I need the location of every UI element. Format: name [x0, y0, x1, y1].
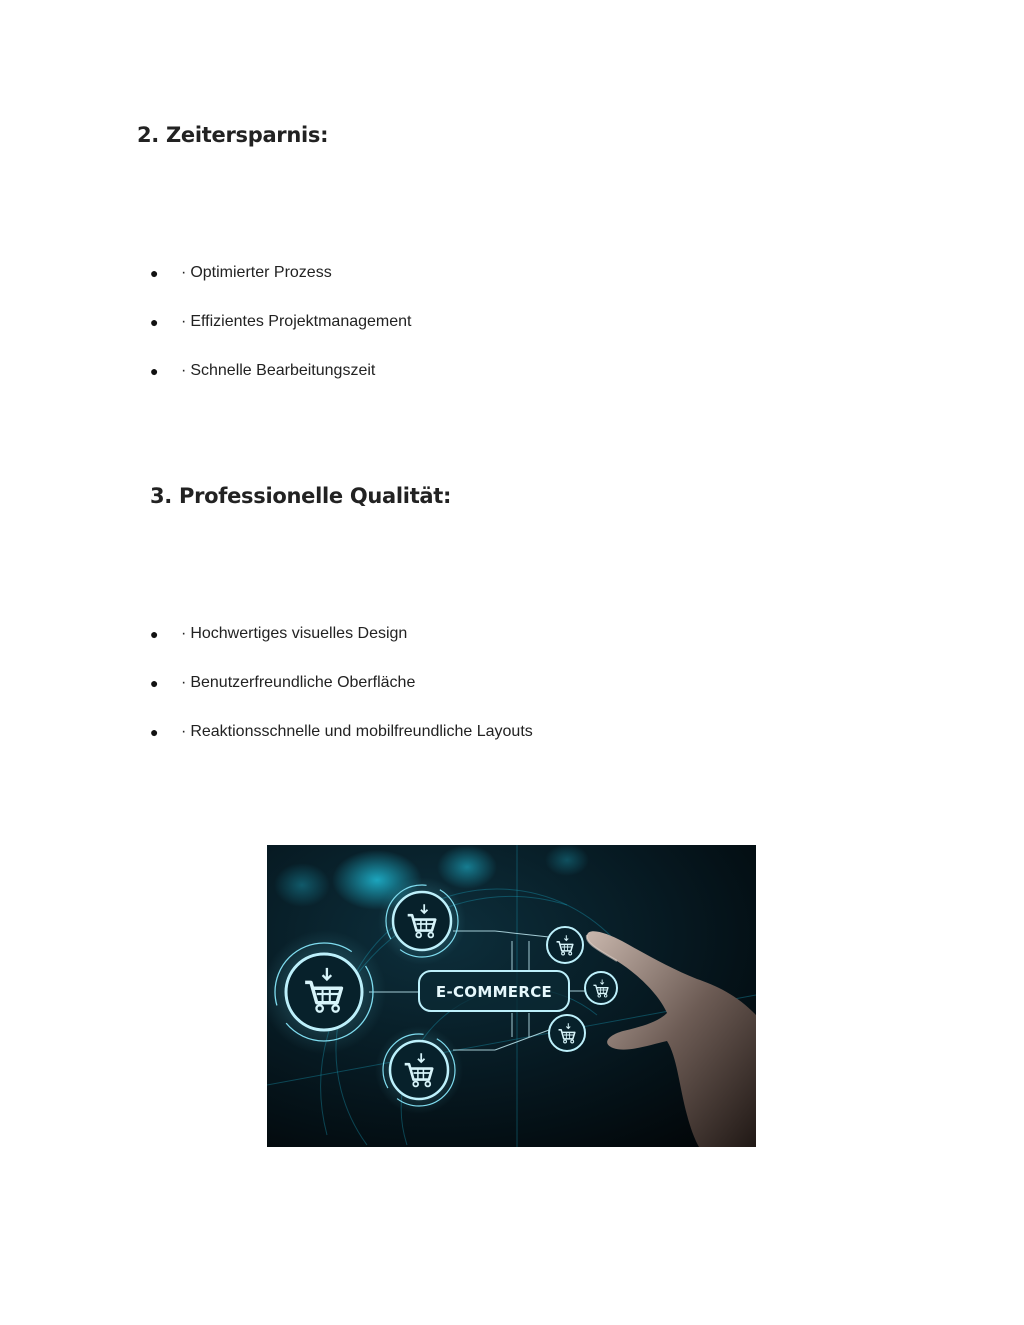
list-item-marker: · [181, 723, 187, 740]
section-heading-zeitersparnis: 2. Zeitersparnis: [137, 123, 329, 147]
list-item-text: Benutzerfreundliche Oberfläche [190, 674, 416, 691]
list-item [150, 672, 533, 694]
bullet-icon: ● [150, 265, 159, 281]
list-item-text: Optimierter Prozess [190, 264, 332, 281]
list-item-marker: · [181, 362, 187, 379]
list-item-text: Hochwertiges visuelles Design [190, 625, 408, 642]
list-item-text: Schnelle Bearbeitungszeit [190, 362, 376, 379]
bullet-list-qualitaet [150, 623, 533, 770]
shopping-cart-icon [267, 930, 386, 1054]
bullet-list-zeitersparnis [150, 262, 411, 409]
shopping-cart-icon [585, 972, 617, 1004]
list-item [150, 262, 411, 284]
list-item-text: Reaktionsschnelle und mobilfreundliche Layouts [190, 723, 533, 740]
list-item-marker: · [181, 625, 187, 642]
section-heading-professionelle-qualitaet: 3. Professionelle Qualität: [150, 484, 452, 508]
list-item-text: Effizientes Projektmanagement [190, 313, 412, 330]
bullet-icon: ● [150, 314, 159, 330]
list-item [150, 311, 411, 333]
list-item [150, 360, 411, 382]
list-item-marker: · [181, 313, 187, 330]
shopping-cart-icon [549, 1015, 585, 1051]
list-item [150, 623, 533, 645]
bullet-icon: ● [150, 626, 159, 642]
list-item-marker: · [181, 264, 187, 281]
bullet-icon: ● [150, 724, 159, 740]
shopping-cart-icon [378, 877, 466, 965]
bullet-icon: ● [150, 675, 159, 691]
ecommerce-illustration [267, 845, 756, 1147]
list-item [150, 721, 533, 743]
ecommerce-label: E-COMMERCE [435, 983, 553, 1001]
shopping-cart-icon [547, 927, 583, 963]
bullet-icon: ● [150, 363, 159, 379]
shopping-cart-icon [375, 1026, 463, 1114]
list-item-marker: · [181, 674, 187, 691]
